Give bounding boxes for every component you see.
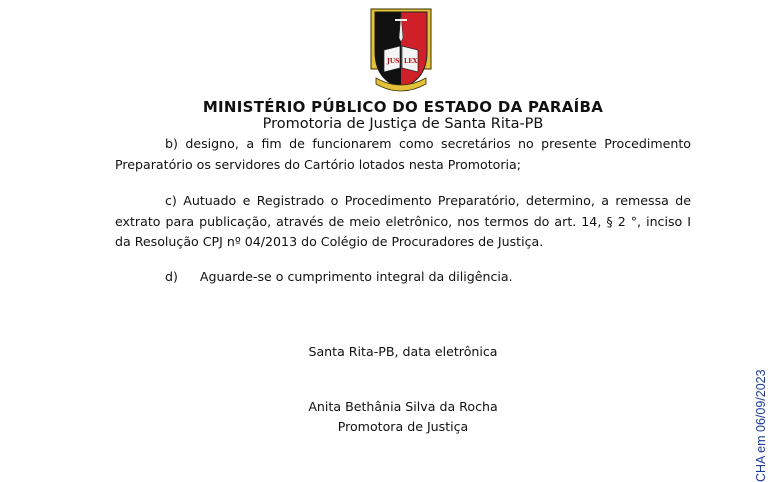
- header-subtitle: Promotoria de Justiça de Santa Rita-PB: [262, 116, 544, 132]
- place-date: Santa Rita-PB, data eletrônica: [308, 344, 498, 359]
- signer-role: Promotora de Justiça: [337, 419, 469, 434]
- header-title: MINISTÉRIO PÚBLICO DO ESTADO DA PARAÍBA: [202, 98, 604, 116]
- paragraph-d-label: d): [165, 269, 178, 284]
- paragraph-b: b) designo, a fim de funcionarem como secretários no presente Procedimento Preparatório os servidores do Cartório lotados nesta Promotoria;: [115, 136, 691, 172]
- svg-text:JUS: JUS: [387, 58, 400, 65]
- paragraph-d-text: Aguarde-se o cumprimento integral da diligência.: [199, 269, 513, 284]
- coat-of-arms-logo: [370, 8, 432, 94]
- paragraph-c: c) Autuado e Registrado o Procedimento Preparatório, determino, a remessa de extrato para publicação, através de meio eletrônico, nos termos do art. 14, § 2 °, inciso I da Resolução CPJ nº 04/2013 do Colégio de Procuradores de Justiça.: [115, 193, 691, 249]
- signer-name: Anita Bethânia Silva da Rocha: [308, 399, 498, 414]
- svg-text:LEX: LEX: [404, 58, 418, 65]
- side-signature-stamp: CHA em 06/09/2023: [754, 369, 768, 482]
- paragraph-d: [165, 269, 513, 284]
